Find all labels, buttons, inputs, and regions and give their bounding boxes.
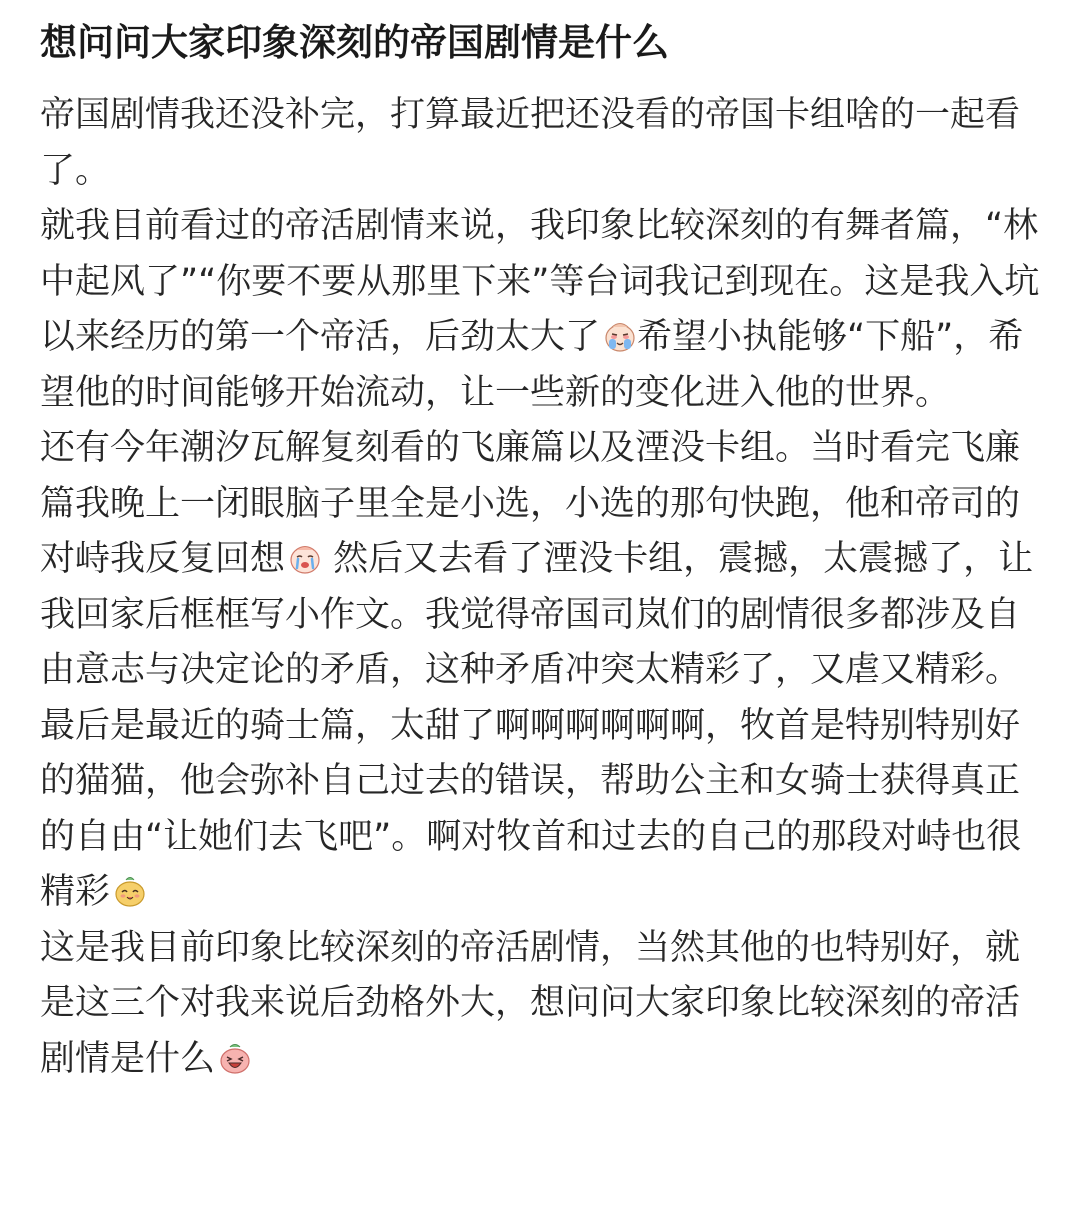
tearful-emoji	[288, 541, 322, 575]
paragraph-text: 还有今年潮汐瓦解复刻看的飞廉篇以及湮没卡组。当时看完飞廉篇我晚上一闭眼脑子里全是小选，小选的那句快跑，他和帝司的对峙我反复回想	[40, 428, 1021, 579]
crying-blush-emoji	[603, 319, 637, 353]
post-paragraph	[40, 199, 1040, 421]
paragraph-text: 这是我目前印象比较深刻的帝活剧情，当然其他的也特别好，就是这三个对我来说后劲格外大，想问问大家印象比较深刻的帝活剧情是什么	[40, 927, 1021, 1079]
smiling-fruit-emoji	[113, 874, 147, 908]
post-paragraph	[40, 921, 1040, 1088]
post-paragraph	[40, 699, 1040, 921]
post-body	[40, 88, 1040, 1087]
paragraph-text: 然后又去看了湮没卡组，震撼，太震撼了，让我回家后框框写小作文。我觉得帝国司岚们的剧情很多都涉及自由意志与决定论的矛盾，这种矛盾冲突太精彩了，又虐又精彩。	[40, 539, 1034, 690]
paragraph-text: 最后是最近的骑士篇，太甜了啊啊啊啊啊啊，牧首是特别特别好的猫猫，他会弥补自己过去的错误，帮助公主和女骑士获得真正的自由“让她们去飞吧”。啊对牧首和过去的自己的那段对峙也很精彩	[40, 705, 1022, 912]
paragraph-text: 希望小执能够“下船”，希望他的时间能够开始流动，让一些新的变化进入他的世界。	[40, 317, 1024, 413]
laughing-fruit-emoji	[218, 1041, 252, 1075]
paragraph-text: 帝国剧情我还没补完，打算最近把还没看的帝国卡组啥的一起看了。	[40, 95, 1021, 191]
post-paragraph	[40, 421, 1040, 699]
paragraph-text: 就我目前看过的帝活剧情来说，我印象比较深刻的有舞者篇，“林中起风了”“你要不要从那里下来”等台词我记到现在。这是我入坑以来经历的第一个帝活，后劲太大了	[40, 206, 1040, 357]
post-title: 想问问大家印象深刻的帝国剧情是什么	[40, 21, 669, 64]
post-paragraph	[40, 88, 1040, 199]
